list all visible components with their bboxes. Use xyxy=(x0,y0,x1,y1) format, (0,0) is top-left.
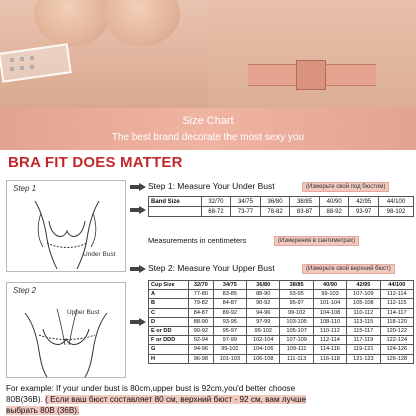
table-cell: 92-94 xyxy=(189,336,214,345)
table-cell: 78-82 xyxy=(260,207,290,217)
table-cell: 90-92 xyxy=(247,299,280,308)
table-cell: 77-80 xyxy=(189,290,214,299)
step2-card-label: Step 2 xyxy=(13,286,37,295)
step2-illustration xyxy=(6,282,126,378)
example-line-3-ru: выбрать 80B (36B). xyxy=(6,406,80,415)
table-cell: 88-90 xyxy=(247,290,280,299)
table-row xyxy=(149,281,414,290)
table-cell: E or DD xyxy=(149,326,189,335)
banner-subtitle: The best brand decorate the most sexy you xyxy=(111,132,305,143)
table-cell: 112-114 xyxy=(313,336,346,345)
size-chart-banner xyxy=(0,108,416,150)
table-cell: 83-85 xyxy=(213,290,246,299)
step1-heading: Step 1: Measure Your Under Bust xyxy=(148,181,275,191)
table-row xyxy=(149,345,414,354)
table-cell: 40/90 xyxy=(313,281,346,290)
table-cell: 83-87 xyxy=(290,207,320,217)
table-cell: 102-104 xyxy=(247,336,280,345)
table-cell: 116-118 xyxy=(313,354,346,363)
table-cell: 95-97 xyxy=(213,326,246,335)
table-cell: 97-99 xyxy=(213,336,246,345)
table-cell: 104-108 xyxy=(313,308,346,317)
table-cell: 94-96 xyxy=(247,308,280,317)
table-cell: 38/85 xyxy=(280,281,313,290)
table-cell: 112-114 xyxy=(380,290,413,299)
front-bra-photo xyxy=(0,0,208,108)
table-cell: 110-112 xyxy=(313,326,346,335)
table-cell: A xyxy=(149,290,189,299)
table-cell: 122-124 xyxy=(380,336,413,345)
table-cell: 107-109 xyxy=(347,290,380,299)
table-cell: 104-106 xyxy=(247,345,280,354)
band-arrow-icon xyxy=(130,206,146,214)
table-cell: 121-123 xyxy=(347,354,380,363)
table-cell: 90-92 xyxy=(189,326,214,335)
table-cell: 95-97 xyxy=(280,299,313,308)
table-cell: 84-87 xyxy=(189,308,214,317)
table-cell: 84-87 xyxy=(213,299,246,308)
table-cell: F or DDD xyxy=(149,336,189,345)
cup-arrow-icon xyxy=(130,318,146,326)
table-cell: 106-108 xyxy=(247,354,280,363)
table-row xyxy=(149,326,414,335)
table-cell: 93-97 xyxy=(349,207,379,217)
table-cell: 118-120 xyxy=(380,317,413,326)
table-cell: 42/95 xyxy=(349,197,379,207)
table-cell: C xyxy=(149,308,189,317)
table-cell: 44/100 xyxy=(380,281,413,290)
units-note: Measurements in centimeters xyxy=(148,236,247,245)
step2-ru-note: (Измерьте свой верхний бюст) xyxy=(302,264,395,274)
table-cell: 101-104 xyxy=(313,299,346,308)
example-line-2 xyxy=(6,395,306,404)
table-cell: 44/100 xyxy=(379,197,414,207)
table-cell: 109-111 xyxy=(280,345,313,354)
step1-ru-note: (Измерьте свой под бюстом) xyxy=(302,182,389,192)
table-cell: H xyxy=(149,354,189,363)
table-row xyxy=(149,354,414,363)
table-row xyxy=(149,336,414,345)
table-cell: 113-115 xyxy=(347,317,380,326)
table-cell: B xyxy=(149,299,189,308)
table-row xyxy=(149,207,414,217)
table-cell: 32/70 xyxy=(189,281,214,290)
step1-card-label: Step 1 xyxy=(13,184,37,193)
banner-title: Size Chart xyxy=(182,115,234,127)
table-cell: 112-115 xyxy=(380,299,413,308)
table-cell: 68-72 xyxy=(201,207,231,217)
table-cell: 99-102 xyxy=(247,326,280,335)
table-cell: 99-102 xyxy=(280,308,313,317)
step2-heading: Step 2: Measure Your Upper Bust xyxy=(148,263,275,273)
step2-arrow-icon xyxy=(130,265,146,273)
table-cell: 115-117 xyxy=(347,326,380,335)
table-cell: 101-103 xyxy=(213,354,246,363)
example-line-2-ru: ( Если ваш бюст составляет 80 см, верхний бюст - 92 см, вам лучше xyxy=(45,395,307,404)
example-line-3 xyxy=(6,406,79,415)
back-bra-photo xyxy=(208,0,416,108)
table-cell: 99-101 xyxy=(213,345,246,354)
step1-illustration xyxy=(6,180,126,272)
table-row xyxy=(149,317,414,326)
table-cell: 126-128 xyxy=(380,354,413,363)
table-cell: 79-82 xyxy=(189,299,214,308)
table-cell: 103-105 xyxy=(280,317,313,326)
table-cell: 114-117 xyxy=(380,308,413,317)
table-cell xyxy=(149,207,202,217)
step1-arrow-icon xyxy=(130,183,146,191)
table-cell: 97-99 xyxy=(247,317,280,326)
table-cell: 105-108 xyxy=(347,299,380,308)
table-row xyxy=(149,308,414,317)
table-cell: 38/85 xyxy=(290,197,320,207)
table-cell: 117-119 xyxy=(347,336,380,345)
table-row xyxy=(149,299,414,308)
table-cell: 36/80 xyxy=(260,197,290,207)
table-cell: 34/75 xyxy=(231,197,261,207)
table-cell: G xyxy=(149,345,189,354)
table-cell: 105-107 xyxy=(280,326,313,335)
example-line-2-en: 80B(36B). xyxy=(6,395,43,404)
page-headline: BRA FIT DOES MATTER xyxy=(8,154,183,171)
table-cell: D xyxy=(149,317,189,326)
table-cell: 120-122 xyxy=(380,326,413,335)
table-cell: 93-95 xyxy=(213,317,246,326)
example-line-1: For example: If your under bust is 80cm,upper bust is 92cm,you'd better choose xyxy=(6,384,296,393)
table-cell: 99-103 xyxy=(313,290,346,299)
torso-underbust-icon xyxy=(7,181,127,273)
table-cell: 93-95 xyxy=(280,290,313,299)
table-cell: 94-96 xyxy=(189,345,214,354)
table-cell: 96-98 xyxy=(189,354,214,363)
table-cell: 36/80 xyxy=(247,281,280,290)
table-cell: 110-112 xyxy=(347,308,380,317)
table-cell: 107-109 xyxy=(280,336,313,345)
table-cell: 73-77 xyxy=(231,207,261,217)
product-photos xyxy=(0,0,416,108)
table-cell: 88-92 xyxy=(319,207,349,217)
table-cell: Cup Size xyxy=(149,281,189,290)
band-size-table xyxy=(148,196,414,217)
table-cell: 111-113 xyxy=(280,354,313,363)
table-cell: 98-102 xyxy=(379,207,414,217)
units-ru-note: (Измерения в сантиметрах) xyxy=(274,236,359,246)
table-cell: 34/75 xyxy=(213,281,246,290)
table-cell: 88-90 xyxy=(189,317,214,326)
table-cell: Band Size xyxy=(149,197,202,207)
table-cell: 89-92 xyxy=(213,308,246,317)
torso-upperbust-icon xyxy=(7,283,127,379)
table-row xyxy=(149,197,414,207)
cup-size-table xyxy=(148,280,414,364)
table-cell: 108-110 xyxy=(313,317,346,326)
table-cell: 42/95 xyxy=(347,281,380,290)
table-row xyxy=(149,290,414,299)
step2-figure-label: Upper Bust xyxy=(67,309,100,316)
table-cell: 40/90 xyxy=(319,197,349,207)
table-cell: 124-126 xyxy=(380,345,413,354)
table-cell: 114-116 xyxy=(313,345,346,354)
step1-figure-label: Under Bust xyxy=(83,251,116,258)
table-cell: 32/70 xyxy=(201,197,231,207)
fit-example xyxy=(0,382,416,416)
table-cell: 119-121 xyxy=(347,345,380,354)
